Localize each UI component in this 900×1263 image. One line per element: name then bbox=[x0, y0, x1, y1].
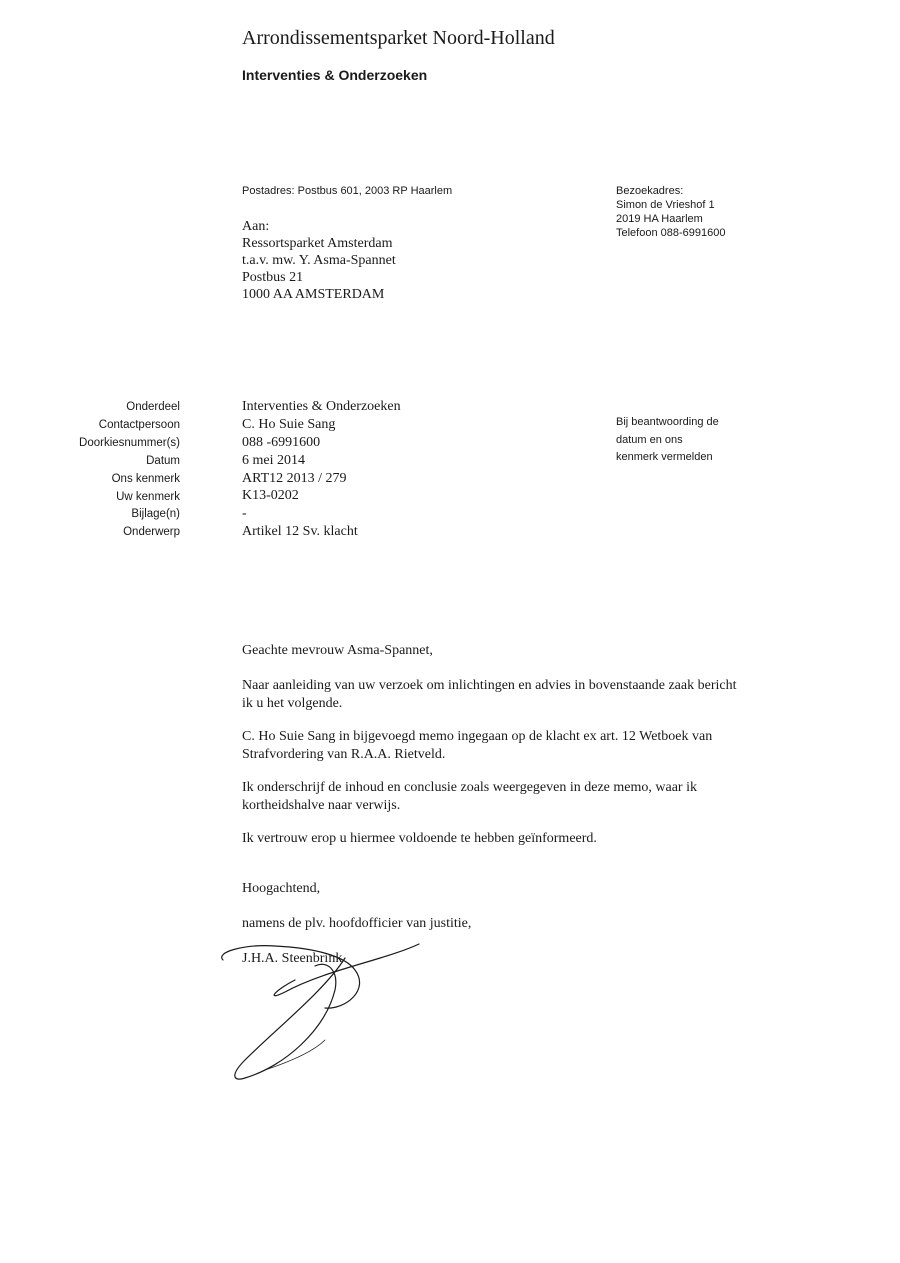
meta-label: Doorkiesnummer(s) bbox=[79, 436, 180, 449]
meta-value: Artikel 12 Sv. klacht bbox=[242, 524, 358, 540]
meta-label: Onderdeel bbox=[126, 401, 180, 413]
reply-note-line: datum en ons bbox=[616, 433, 683, 446]
recipient-city: 1000 AA AMSTERDAM bbox=[242, 287, 385, 302]
meta-label: Bijlage(n) bbox=[131, 508, 180, 521]
meta-label: Onderwerp bbox=[123, 526, 180, 539]
recipient-po-box: Postbus 21 bbox=[242, 270, 304, 285]
visit-address bbox=[616, 184, 725, 240]
letter-paragraph: Ik onderschrijf de inhoud en conclusie zoals weergegeven in deze memo, waar ik kortheidshalve naar verwijs. bbox=[242, 780, 697, 813]
meta-value: K13-0202 bbox=[242, 488, 299, 504]
letter-closing: Hoogachtend, bbox=[242, 881, 321, 896]
letter-body bbox=[242, 642, 747, 863]
reply-note bbox=[616, 414, 719, 467]
meta-label: Datum bbox=[146, 454, 180, 467]
meta-value: - bbox=[242, 506, 247, 522]
visit-address-city: 2019 HA Haarlem bbox=[616, 213, 703, 225]
reply-note-line: Bij beantwoording de bbox=[616, 416, 719, 428]
meta-value: Interventies & Onderzoeken bbox=[242, 399, 401, 414]
recipient-attention: t.a.v. mw. Y. Asma-Spannet bbox=[242, 253, 396, 268]
meta-value: ART12 2013 / 279 bbox=[242, 470, 347, 486]
letter-paragraph: Ik vertrouw erop u hiermee voldoende te hebben geïnformeerd. bbox=[242, 831, 597, 846]
recipient-address bbox=[242, 218, 396, 303]
recipient-label: Aan: bbox=[242, 219, 270, 234]
handwritten-signature bbox=[205, 930, 435, 1090]
letter-paragraph: Naar aanleiding van uw verzoek om inlichtingen en advies in bovenstaande zaak bericht ik u het volgende. bbox=[242, 678, 737, 711]
meta-label: Uw kenmerk bbox=[116, 490, 180, 503]
reply-note-line: kenmerk vermelden bbox=[616, 451, 713, 463]
meta-value: C. Ho Suie Sang bbox=[242, 416, 336, 432]
organization-name: Arrondissementsparket Noord-Holland bbox=[242, 27, 555, 49]
meta-label: Contactpersoon bbox=[98, 418, 180, 431]
letter-on-behalf: namens de plv. hoofdofficier van justitie, bbox=[242, 916, 472, 931]
meta-value: 088 -6991600 bbox=[242, 434, 321, 450]
visit-address-label: Bezoekadres: bbox=[616, 185, 684, 197]
letter-salutation: Geachte mevrouw Asma-Spannet, bbox=[242, 643, 433, 658]
department-name: Interventies & Onderzoeken bbox=[242, 67, 428, 83]
postal-address: Postadres: Postbus 601, 2003 RP Haarlem bbox=[242, 185, 453, 197]
recipient-organization: Ressortsparket Amsterdam bbox=[242, 236, 393, 251]
meta-label: Ons kenmerk bbox=[111, 472, 180, 485]
meta-values bbox=[242, 398, 401, 541]
meta-value: 6 mei 2014 bbox=[242, 452, 305, 468]
letter-signer: J.H.A. Steenbrink bbox=[242, 951, 343, 966]
meta-labels bbox=[40, 399, 180, 542]
visit-address-street: Simon de Vrieshof 1 bbox=[616, 199, 715, 211]
letter-paragraph: C. Ho Suie Sang in bijgevoegd memo ingegaan op de klacht ex art. 12 Wetboek van Strafvordering van R.A.A. Rietveld. bbox=[242, 729, 713, 762]
visit-address-phone: Telefoon 088-6991600 bbox=[616, 227, 726, 239]
